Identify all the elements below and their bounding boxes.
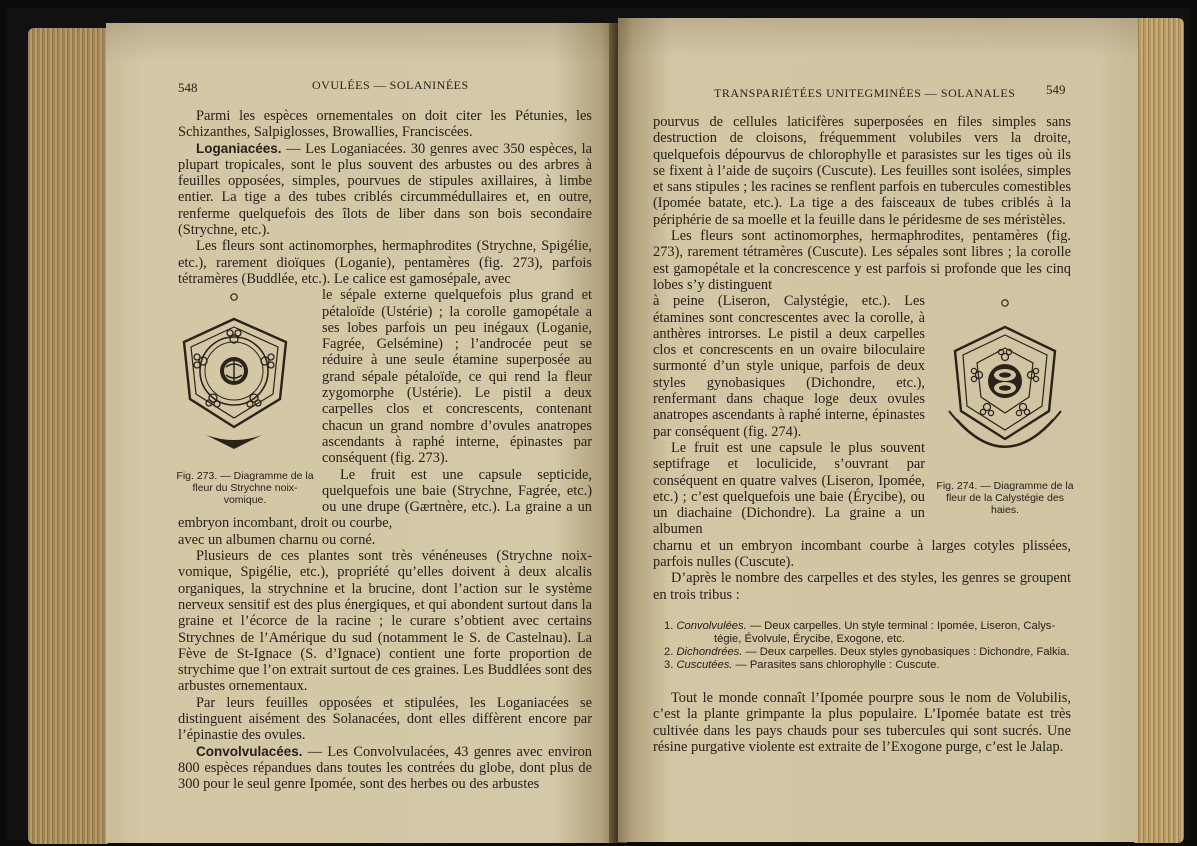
paragraph: Les fleurs sont actinomorphes, hermaphrodites (Strychne, Spigélie, etc.), rarement dioïques (Loganie), pentamères (fig. 273), parfois tétramères (Buddlée, etc.). Le calice est gamosépale, avec — [178, 238, 592, 287]
paragraph: — Les Convolvulacées, 43 genres avec environ 800 espèces répandues dans toutes les contrées du globe, dont plus de 300 pour le seul genre Ipomée, sont des herbes ou des arbustes — [178, 743, 592, 793]
open-book — [6, 8, 1191, 840]
paragraph: D’après le nombre des carpelles et des styles, les genres se groupent en trois tribus : — [653, 570, 1071, 603]
tribe-list — [664, 620, 1084, 672]
list-item: 1. Convolvulées. — Deux carpelles. Un style terminal : Ipomée, Liseron, Calys- — [664, 620, 1056, 632]
section-heading-loganiacees: Loganiacées. — [196, 140, 282, 156]
paragraph: — Les Loganiacées. 30 genres avec 350 espèces, la plupart tropicales, sont le plus souvent des arbustes ou des arbres à feuilles opposées, simples, pourvues de stipules axillaires, à limbe entier. La tige a des tubes criblés circummédullaires et, en outre, renferme quelquefois des îlots de liber dans son bois secondaire (Strychne, etc.). — [178, 140, 592, 239]
running-head: TRANSPARIÉTÉES UNITEGMINÉES — SOLANALES — [714, 86, 1016, 100]
figure-274 — [935, 293, 1075, 523]
paragraph: le sépale externe quelquefois plus grand et pétaloïde (Ustérie) ; la corolle gamopétale a ses lobes parfois un peu inégaux (Loganie, Fagrée, Gelsémine) ; l’androcée peut se réduire à une seule étamine superposée au grand sépale pétaloïde, ce qui rend la fleur zygomorphe (Ustérie). Le pistil a deux carpelles clos et concrescents, contenant chacun un grand nombre d’ovules anatropes ascendants à raphé interne, épinastes par conséquent (fig. 273). — [322, 287, 592, 467]
left-body-text — [178, 108, 592, 792]
paragraph: Parmi les espèces ornementales on doit citer les Pétunies, les Schizanthes, Salpiglosses, Browallies, Franciscées. — [178, 108, 592, 141]
paragraph: pourvus de cellules laticifères superposées en files simples sans destruction de cloisons, fréquemment volubiles vers la droite, quelquefois dépourvus de chlorophylle et parasistes sur les tiges où ils se fixent à l’aide de suçoirs (Cuscute). Les feuilles sont isolées, simples et sans stipules ; les racines se renflent parfois en tubercules comestibles (Ipomée batate, etc.). La tige a des faisceaux de tubes criblés à la périphérie de sa moelle et la feuille dans le péridesme de ses méristèles. — [653, 114, 1071, 228]
paragraph: Plusieurs de ces plantes sont très vénéneuses (Strychne noix-vomique, Spigélie, etc.), propriété qu’elles doivent à deux alcalis organiques, la strychnine et la brucine, dont l’action sur le système nerveux sensitif est des plus énergiques, et qui abondent surtout dans la graine et l’écorce de la racine ; le curare s’obtient avec certains Strychnes de l’Amérique du sud (notamment le S. de Castelnau). La Fève de St-Ignace (S. d’Ignace) contient une forte proportion de strychime que l’on extrait surtout de ces graines. Les Buddlées sont des arbustes ornementaux. — [178, 548, 592, 695]
running-head: OVULÉES — SOLANINÉES — [312, 78, 469, 92]
right-body-text-end — [653, 690, 1071, 755]
right-body-text — [653, 114, 1074, 603]
tribe-name: Dichondrées. — [676, 646, 743, 658]
list-item: 3. Cuscutées. — Parasites sans chlorophylle : Cuscute. — [664, 659, 940, 671]
right-page — [618, 18, 1138, 842]
list-item: 2. Dichondrées. — Deux carpelles. Deux styles gynobasiques : Dichondre, Falkia. — [664, 646, 1070, 658]
paragraph: Le fruit est une capsule le plus souvent septifrage et loculicide, s’ouvrant par conséquent en quatre valves (Liseron, Ipomée, etc.) ; c’est quelquefois une baie (Érycibe), ou un diachaine (Dichondre). La graine a un albumen — [653, 439, 925, 538]
list-item-continuation: tégie, Évolvule, Érycibe, Exogone, etc. — [714, 633, 905, 645]
paragraph: Par leurs feuilles opposées et stipulées, les Loganiacées se distinguent aisément des Solanacées, dont elles diffèrent encore par l’épinastie des ovules. — [178, 694, 592, 744]
section-heading-convolvulacees: Convolvulacées. — [196, 743, 303, 759]
page-number: 549 — [1046, 82, 1066, 97]
figure-caption: Fig. 274. — Diagramme de la fleur de la Calystégie des haies. — [936, 479, 1074, 516]
right-page-edges — [1134, 18, 1184, 843]
tribe-name: Convolvulées. — [676, 620, 747, 632]
page-number: 548 — [178, 80, 198, 95]
paragraph: à peine (Liseron, Calystégie, etc.). Les étamines sont concrescentes avec la corolle, à anthères introrses. Le pistil a deux carpelles clos et concrescents en un ovaire biloculaire surmonté d’un style unique, parfois de deux styles gynobasiques (Dichondre, etc.), renfermant dans chaque loge deux ovules anatropes ascendants à raphé interne, épinastes par conséquent (fig. 274). — [653, 293, 925, 440]
paragraph: avec un albumen charnu ou corné. — [178, 531, 376, 548]
paragraph: charnu et un embryon incombant courbe à larges cotyles plissées, parfois nulles (Cuscute). — [653, 537, 1071, 571]
floral-diagram-273 — [176, 287, 314, 459]
figure-caption: Fig. 273. — Diagramme de la fleur du Strychne noix-vomique. — [176, 469, 314, 506]
floral-diagram-274 — [935, 293, 1075, 473]
paragraph: Les fleurs sont actinomorphes, hermaphrodites, pentamères (fig. 273), rarement tétramères (Cuscute). Les sépales sont libres ; la corolle est gamopétale et la concrescence y est parfois si profonde que les cinq lobes s’y distinguent — [653, 228, 1071, 293]
tribe-name: Cuscutées. — [676, 659, 733, 671]
left-page — [106, 23, 616, 843]
left-page-edges — [28, 28, 108, 844]
figure-273 — [176, 287, 314, 512]
paragraph: Le fruit est une capsule septicide, quelquefois une baie (Strychne, Fagrée, etc.) ou une drupe (Gærtnère, etc.). La graine a un embryon incombant, droit ou courbe, — [178, 466, 592, 532]
paragraph: Tout le monde connaît l’Ipomée pourpre sous le nom de Volubilis, c’est la plante grimpante la plus populaire. L’Ipomée batate est très cultivée dans les pays chauds pour ses tubercules qui sont sucrés. Une résine purgative violente est extraite de l’Exogone purge, c’est le Jalap. — [653, 690, 1071, 755]
